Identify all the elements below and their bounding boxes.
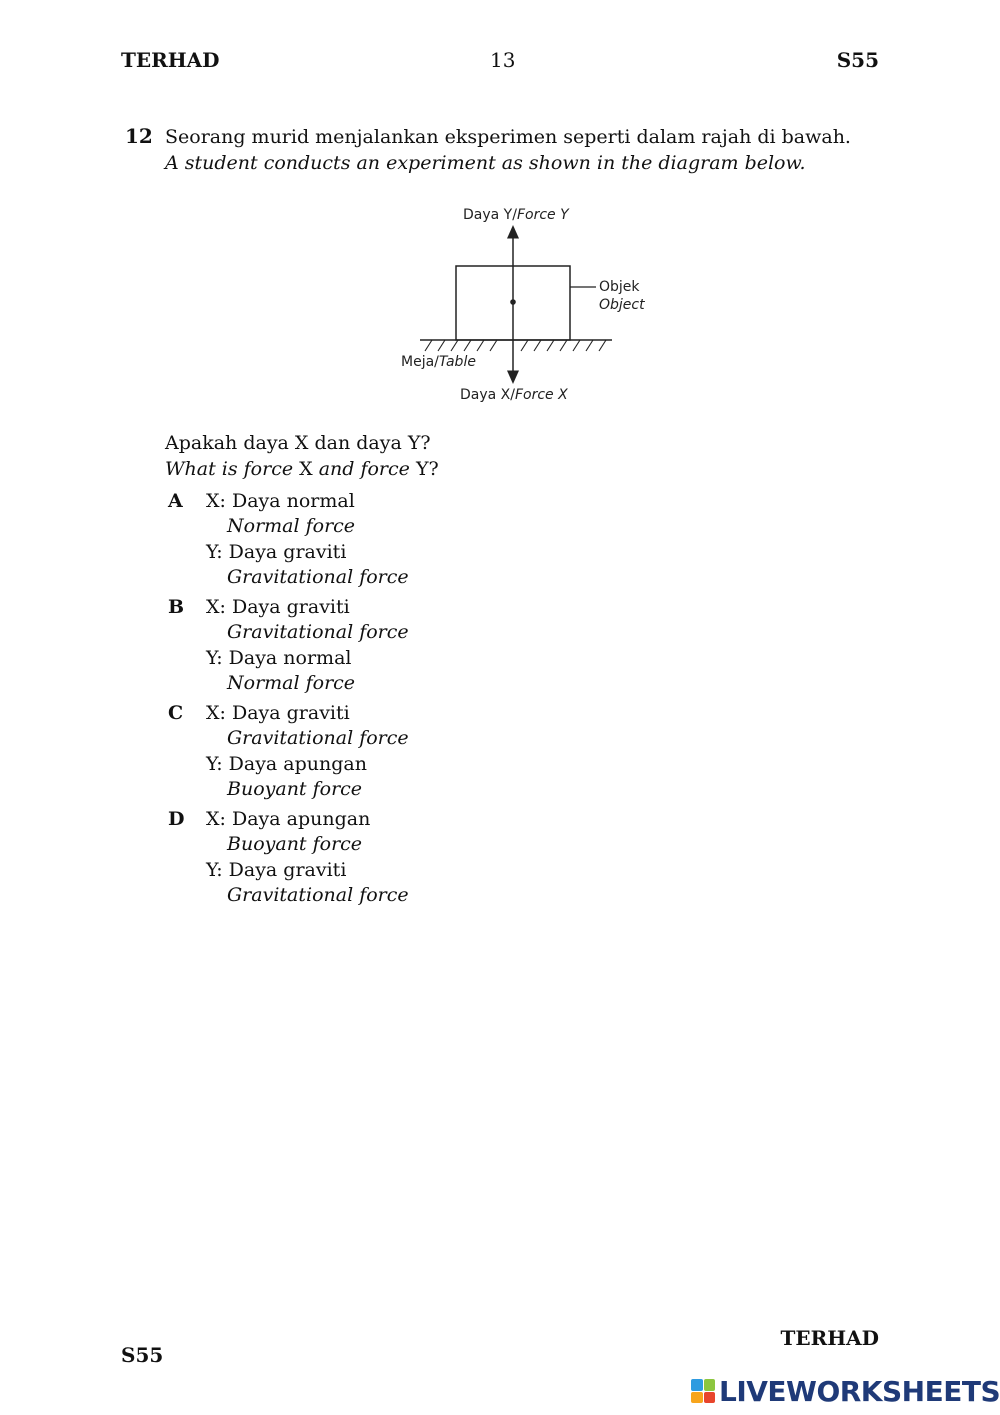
option-letter: B xyxy=(168,596,185,618)
liveworksheets-logo[interactable] xyxy=(691,1376,1000,1406)
option-y-malay: Y: Daya apungan xyxy=(206,752,367,775)
question-prompt xyxy=(165,430,439,482)
table-label: Meja/Table xyxy=(401,354,476,370)
prompt-english: What is force X and force Y? xyxy=(165,458,439,480)
question-text-english: A student conducts an experiment as shown in the diagram below. xyxy=(165,152,806,174)
force-y-label: Daya Y/Force Y xyxy=(463,207,569,223)
liveworksheets-icon xyxy=(691,1379,715,1403)
footer-left-code: S55 xyxy=(121,1343,164,1367)
page-number: 13 xyxy=(490,48,516,72)
option-x-malay: X: Daya normal xyxy=(206,490,355,512)
option-letter: D xyxy=(168,808,185,830)
option-x-english: Gravitational force xyxy=(227,621,409,644)
header-left-label: TERHAD xyxy=(121,48,220,72)
option-letter: C xyxy=(168,702,184,724)
object-label-malay: Objek xyxy=(599,279,640,295)
force-diagram xyxy=(380,195,670,415)
question-text xyxy=(165,124,851,176)
option-y-english: Gravitational force xyxy=(227,565,409,588)
option-x-malay: X: Daya graviti xyxy=(206,596,350,618)
option-y-malay: Y: Daya graviti xyxy=(206,858,347,881)
option-x-malay: X: Daya graviti xyxy=(206,702,350,724)
option-y-malay: Y: Daya normal xyxy=(206,646,352,669)
option-x-english: Buoyant force xyxy=(227,833,363,856)
option-y-english: Buoyant force xyxy=(227,777,363,800)
option-x-malay: X: Daya apungan xyxy=(206,808,371,830)
question-number: 12 xyxy=(125,124,153,148)
liveworksheets-wordmark: LIVEWORKSHEETS xyxy=(719,1374,1000,1408)
force-x-label: Daya X/Force X xyxy=(460,387,568,403)
header-right-code: S55 xyxy=(836,48,879,72)
footer-right-label: TERHAD xyxy=(780,1326,879,1350)
option-x-english: Gravitational force xyxy=(227,727,409,750)
table-hatching xyxy=(425,340,606,351)
option-y-english: Normal force xyxy=(227,671,356,694)
prompt-malay: Apakah daya X dan daya Y? xyxy=(165,432,431,454)
question-text-malay: Seorang murid menjalankan eksperimen seperti dalam rajah di bawah. xyxy=(165,126,851,148)
option-y-malay: Y: Daya graviti xyxy=(206,540,347,563)
option-y-english: Gravitational force xyxy=(227,883,409,906)
object-label-english: Object xyxy=(599,297,645,313)
option-x-english: Normal force xyxy=(227,515,356,538)
option-letter: A xyxy=(168,490,183,512)
